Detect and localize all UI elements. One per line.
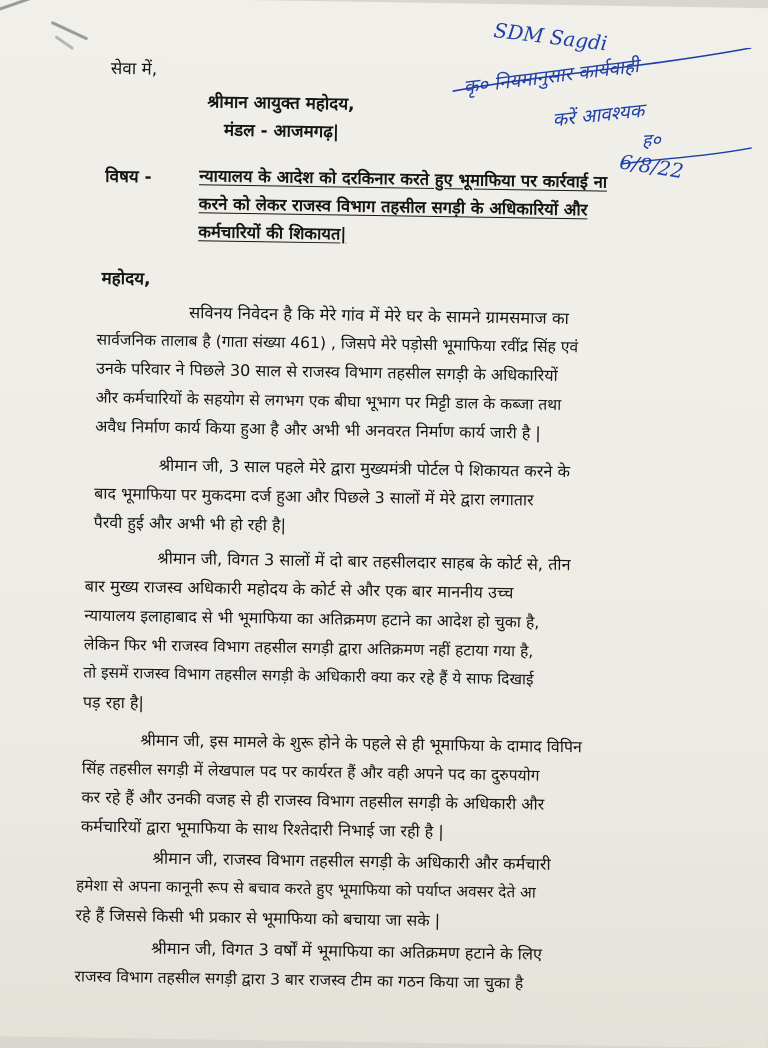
body-line: श्रीमान जी, राजस्व विभाग तहसील सगड़ी के अधिकारी और कर्मचारी bbox=[152, 848, 551, 874]
body-line: श्रीमान जी, 3 साल पहले मेरे द्वारा मुख्यमंत्री पोर्टल पे शिकायत करने के bbox=[158, 455, 571, 482]
staple bbox=[54, 35, 74, 50]
body-line: सविनय निवेदन है कि मेरे गांव में मेरे घर के सामने ग्रामसमाज का bbox=[188, 303, 570, 329]
body-line: सिंह तहसील सगड़ी में लेखपाल पद पर कार्यरत हैं और वही अपने पद का दुरुपयोग bbox=[81, 759, 540, 785]
body-line: बाद भूमाफिया पर मुकदमा दर्ज हुआ और पिछले 3 सालों में मेरे द्वारा लगातार bbox=[94, 483, 534, 510]
subject-line: न्यायालय के आदेश को दरकिनार करते हुए भूमाफिया पर कार्रवाई ना bbox=[199, 166, 608, 192]
handwritten-initial: ह० bbox=[641, 129, 662, 152]
body-line: श्रीमान जी, इस मामले के शुरू होने के पहले से ही भूमाफिया के दामाद विपिन bbox=[140, 730, 583, 757]
recipient-address: मंडल - आजमगढ़| bbox=[223, 120, 340, 143]
body-line: रहे हैं जिससे किसी भी प्रकार से भूमाफिया को बचाया जा सके | bbox=[75, 905, 441, 931]
recipient: श्रीमान आयुक्त महोदय, bbox=[207, 92, 355, 115]
handwritten-note: कृ० नियमानुसार कार्यवाही bbox=[462, 54, 641, 99]
body-line: श्रीमान जी, विगत 3 सालों में दो बार तहसीलदार साहब के कोर्ट से, तीन bbox=[157, 548, 571, 575]
subject-line: कर्मचारियों की शिकायत| bbox=[198, 222, 347, 244]
handwritten-addressee: SDM Sagdi bbox=[492, 17, 609, 56]
body-line: उनके परिवार ने पिछले 30 साल से राजस्व विभाग तहसील सगड़ी के अधिकारियों bbox=[96, 358, 558, 385]
body-line: हमेशा से अपना कानूनी रूप से बचाव करते हुए भूमाफिया को पर्याप्त अवसर देते आ bbox=[75, 876, 536, 902]
handwritten-strokes bbox=[431, 43, 763, 178]
greeting: महोदय, bbox=[101, 268, 151, 290]
body-line: पैरवी हुई और अभी भी हो रही है| bbox=[93, 512, 287, 535]
body-line: सार्वजनिक तालाब है (गाता संख्या 461) , जिसपे मेरे पड़ोसी भूमाफिया रवींद्र सिंह एवं bbox=[96, 330, 579, 357]
body-line: कर रहे हैं और उनकी वजह से ही राजस्व विभाग तहसील सगड़ी के अधिकारी और bbox=[81, 787, 545, 814]
body-line: राजस्व विभाग तहसील सगड़ी द्वारा 3 बार राजस्व टीम का गठन किया जा चुका है bbox=[74, 967, 524, 993]
handwritten-date: 6/8/22 bbox=[617, 149, 686, 184]
body-line: श्रीमान जी, विगत 3 वर्षों में भूमाफिया का अतिक्रमण हटाने के लिए bbox=[150, 938, 543, 964]
body-line: न्यायालय इलाहाबाद से भी भूमाफिया का अतिक्रमण हटाने का आदेश हो चुका है, bbox=[84, 605, 540, 632]
subject-label: विषय - bbox=[105, 166, 152, 188]
body-line: बार मुख्य राजस्व अधिकारी महोदय के कोर्ट से और एक बार माननीय उच्च bbox=[84, 576, 514, 603]
body-line: तो इसमें राजस्व विभाग तहसील सगड़ी के अधिकारी क्या कर रहे हैं ये साफ दिखाई bbox=[83, 663, 534, 689]
subject-line: करने को लेकर राजस्व विभाग तहसील सगड़ी के अधिकारियों और bbox=[198, 194, 588, 220]
salutation-to: सेवा में, bbox=[110, 58, 158, 80]
body-line: अवैध निर्माण कार्य किया हुआ है और अभी भी अनवरत निर्माण कार्य जारी है | bbox=[95, 416, 541, 443]
body-line: लेकिन फिर भी राजस्व विभाग तहसील सगड़ी द्वारा अतिक्रमण नहीं हटाया गया है, bbox=[83, 635, 534, 661]
body-line: कर्मचारियों द्वारा भूमाफिया के साथ रिश्तेदारी निभाई जा रही है | bbox=[80, 816, 444, 842]
staple bbox=[0, 0, 31, 11]
handwritten-note: करें आवश्यक bbox=[551, 99, 646, 132]
body-line: और कर्मचारियों के सहयोग से लगभग एक बीघा भूभाग पर मिट्टी डाल के कब्जा तथा bbox=[95, 388, 562, 414]
body-line: पड़ रहा है| bbox=[82, 692, 144, 713]
